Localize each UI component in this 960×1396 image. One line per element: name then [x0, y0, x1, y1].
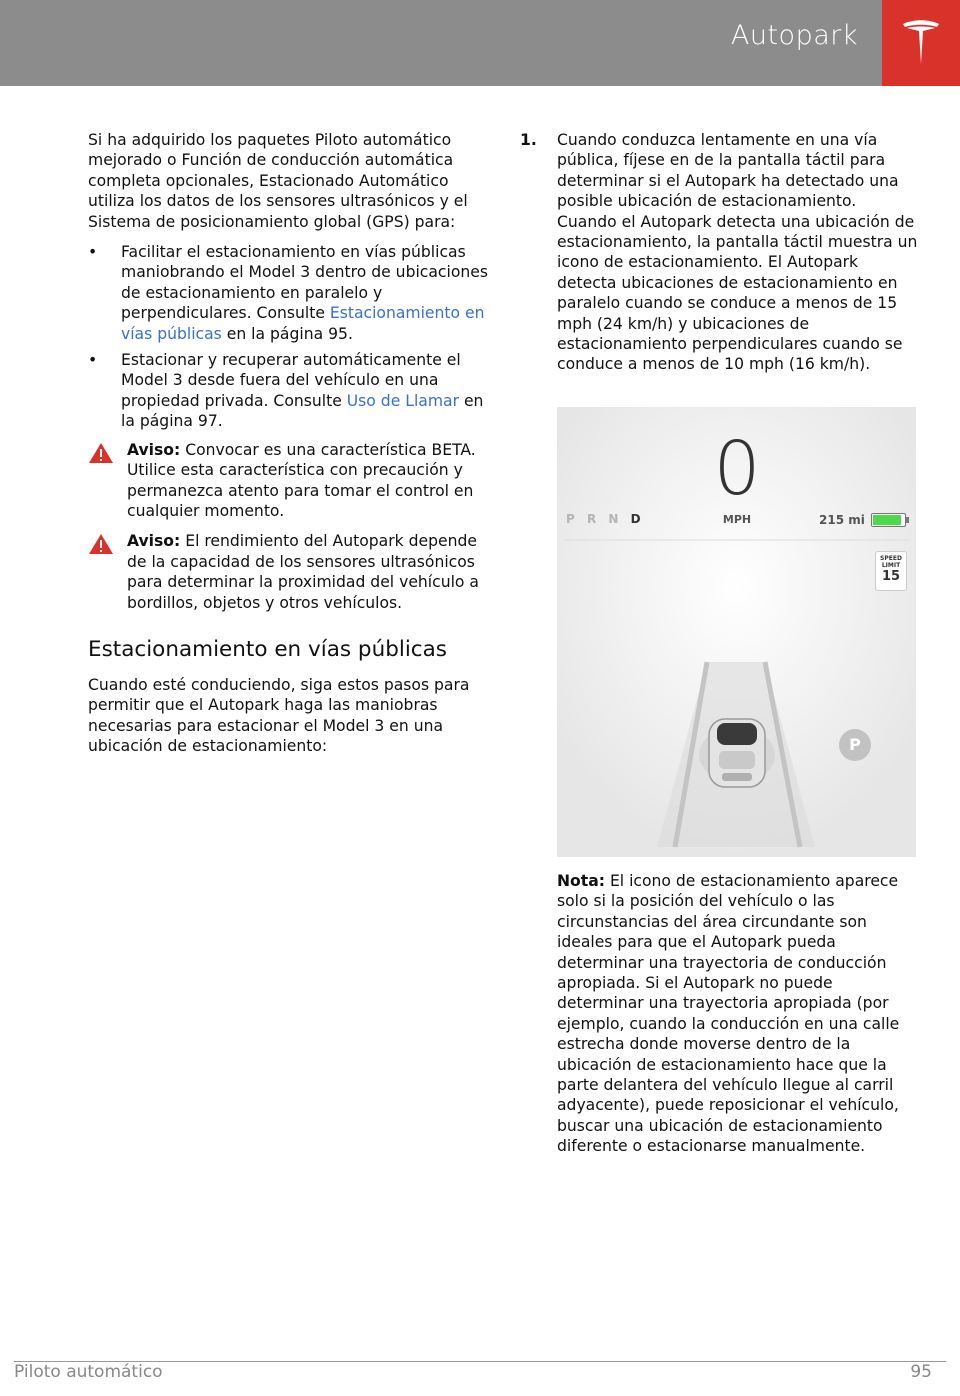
section-heading: Estacionamiento en vías públicas	[88, 636, 447, 662]
left-column	[88, 130, 488, 757]
parking-icon[interactable]: P	[839, 729, 871, 761]
warning-icon	[88, 533, 114, 555]
speed-limit-sign: SPEED LIMIT 15	[875, 551, 907, 591]
page-header	[0, 0, 960, 86]
range-readout: 215 mi	[819, 513, 865, 527]
tesla-logo-icon	[901, 18, 941, 66]
step-1	[520, 130, 920, 375]
bullet-icon: •	[88, 243, 98, 262]
link-summon[interactable]: Uso de Llamar	[346, 391, 459, 410]
footer-section: Piloto automático	[14, 1362, 163, 1382]
link-street-parking[interactable]: Estacionamiento en vías públicas	[121, 304, 485, 343]
feature-list	[88, 242, 488, 432]
section-paragraph: Cuando esté conduciendo, siga estos pasos para permitir que el Autopark haga las maniobras necesarias para estacionar el Model 3 en una ubicación de estacionamiento:	[88, 675, 470, 756]
battery-icon	[871, 513, 906, 527]
bullet-icon: •	[88, 351, 98, 370]
gear-n: N	[608, 512, 623, 526]
step-number: 1.	[520, 131, 537, 149]
warning-text: El rendimiento del Autopark depende de la capacidad de los sensores ultrasónicos para determinar la proximidad del vehículo a bordillos, objetos y otros vehículos.	[127, 532, 479, 612]
speed-unit: MPH	[722, 513, 752, 526]
header-title: Autopark	[730, 20, 858, 51]
intro-paragraph: Si ha adquirido los paquetes Piloto automático mejorado o Función de conducción automática completa opcionales, Estacionado Automático utiliza los datos de los sensores ultrasónicos y el Sistema de posicionamiento global (GPS) para:	[88, 131, 468, 231]
car-icon	[699, 719, 775, 787]
note-paragraph	[557, 871, 919, 1157]
warning-label: Aviso:	[127, 532, 181, 551]
gear-d: D	[630, 512, 645, 526]
warning-label: Aviso:	[127, 440, 181, 459]
gear-r: R	[586, 512, 601, 526]
gear-selector	[566, 512, 645, 526]
speed-readout: 0	[713, 426, 761, 512]
warning-2	[88, 531, 488, 613]
warning-icon	[88, 442, 114, 464]
warning-1	[88, 440, 488, 522]
note-text: El icono de estacionamiento aparece solo si la posición del vehículo o las circunstancias del área circundante son ideales para que el Autopark pueda determinar una trayectoria de conducción apropiada. Si el Autopark no puede determinar una trayectoria apropiada (por ejemplo, cuando la conducción en una calle estrecha donde moverse dentro de la ubicación de estacionamiento hace que la parte delantera del vehículo llegue al carril adyacente), puede reposicionar el vehículo, buscar una ubicación de estacionamiento diferente o estacionarse manualmente.	[557, 872, 900, 1156]
instrument-panel-figure	[557, 407, 916, 857]
logo-box	[882, 0, 960, 86]
gear-p: P	[566, 512, 579, 526]
list-item: • Facilitar el estacionamiento en vías públicas maniobrando el Model 3 dentro de ubicaciones de estacionamiento en paralelo y perpendiculares. Consulte Estacionamiento en vías públicas en la página 95.	[88, 243, 488, 343]
note-label: Nota:	[557, 872, 605, 890]
right-column	[520, 130, 920, 375]
page-number: 95	[910, 1362, 932, 1382]
step-text: Cuando conduzca lentamente en una vía pública, fíjese en de la pantalla táctil para determinar si el Autopark ha detectado una posible ubicación de estacionamiento. Cuando el Autopark detecta una ubicación de estacionamiento, la pantalla táctil muestra un icono de estacionamiento. El Autopark detecta ubicaciones de estacionamiento en paralelo cuando se conduce a menos de 15 mph (24 km/h) y ubicaciones de estacionamiento perpendiculares cuando se conduce a menos de 10 mph (16 km/h).	[557, 131, 918, 374]
warning-text: Convocar es una característica BETA. Utilice esta característica con precaución y permanezca atento para tomar el control en cualquier momento.	[127, 440, 476, 520]
list-item: • Estacionar y recuperar automáticamente el Model 3 desde fuera del vehículo en una propiedad privada. Consulte Uso de Llamar en la página 97.	[88, 351, 484, 431]
